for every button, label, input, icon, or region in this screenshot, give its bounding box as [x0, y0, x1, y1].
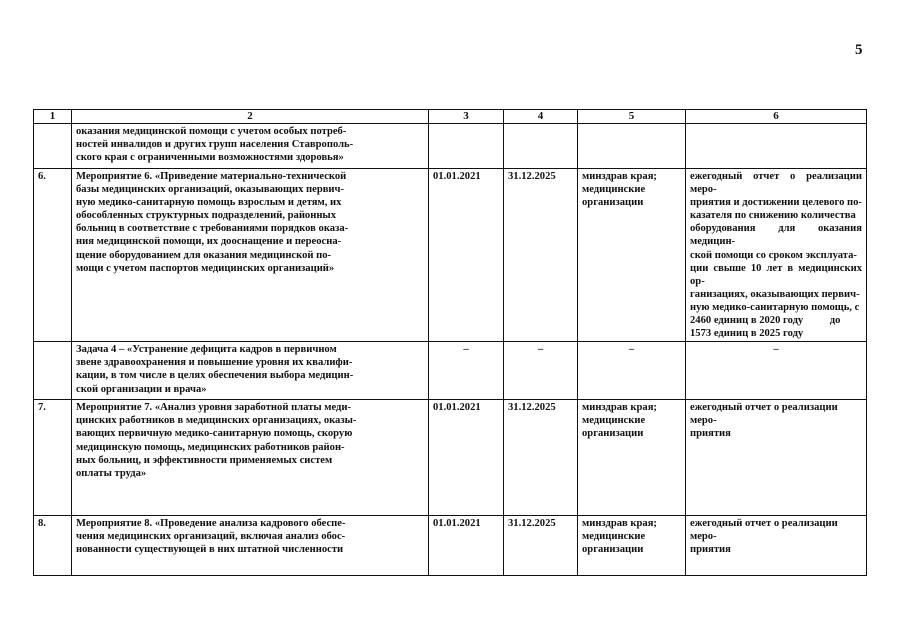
- table-row: [34, 124, 867, 169]
- description-line: больниц в соответствие с требованиями порядков оказа-: [76, 223, 349, 235]
- result: [686, 124, 867, 169]
- description-line: оплаты труда»: [76, 467, 147, 479]
- description-line: обособленных структурных подразделений, районных: [76, 210, 337, 222]
- description-line: кации, в том числе в целях обеспечения выбора медицин-: [76, 370, 354, 382]
- description-line: базы медицинских организаций, оказывающих первич-: [76, 184, 345, 196]
- row-number: 7.: [34, 400, 72, 516]
- table-row: [34, 400, 867, 516]
- executor-line: медицинские: [582, 184, 646, 196]
- description-line: оказания медицинской помощи с учетом особых потреб-: [76, 126, 347, 137]
- description-line: Мероприятие 7. «Анализ уровня заработной платы меди-: [76, 402, 352, 414]
- row-number: 8.: [34, 516, 72, 576]
- executor: [578, 169, 686, 342]
- start-date: –: [429, 342, 504, 400]
- row-number: [34, 124, 72, 169]
- measure-description: [72, 169, 429, 342]
- executor-line: организации: [582, 544, 644, 556]
- start-date: [429, 124, 504, 169]
- description-line: Задача 4 – «Устранение дефицита кадров в первичном: [76, 344, 337, 356]
- column-header: 3: [429, 110, 504, 124]
- result-line: оборудования для оказания медицин-: [690, 223, 862, 248]
- description-line: ского края с ограниченными возможностями здоровья»: [76, 152, 344, 164]
- page-number: 5: [855, 42, 863, 58]
- executor: [578, 516, 686, 576]
- result: [686, 400, 867, 516]
- end-date: –: [504, 342, 578, 400]
- executor-line: минздрав края;: [582, 402, 657, 414]
- end-date: [504, 124, 578, 169]
- description-line: мощи с учетом паспортов медицинских организаций»: [76, 262, 335, 274]
- column-header: 4: [504, 110, 578, 124]
- column-header: 5: [578, 110, 686, 124]
- description-line: нованности существующей в них штатной численности: [76, 544, 344, 556]
- result-line: ежегодный отчет о реализации меро-: [690, 402, 838, 427]
- result-line: 2460 единиц в 2020 году до: [690, 315, 841, 327]
- measure-description: [72, 124, 429, 169]
- result-line: казателя по снижению количества: [690, 210, 856, 222]
- description-line: Мероприятие 8. «Проведение анализа кадрового обеспе-: [76, 518, 346, 530]
- row-number: [34, 342, 72, 400]
- measure-description: [72, 516, 429, 576]
- result: –: [686, 342, 867, 400]
- result-line: ежегодный отчет о реализации меро-: [690, 518, 838, 543]
- executor-line: организации: [582, 428, 644, 440]
- executor: –: [578, 342, 686, 400]
- start-date: 01.01.2021: [429, 169, 504, 342]
- executor-line: минздрав края;: [582, 518, 657, 530]
- executor-line: медицинские: [582, 415, 646, 427]
- executor-line: минздрав края;: [582, 171, 657, 182]
- result-line: приятия: [690, 428, 731, 440]
- description-line: ностей инвалидов и других групп населения Ставрополь-: [76, 139, 354, 151]
- description-line: вающих первичную медико-санитарную помощь, скорую: [76, 428, 353, 440]
- task-description: [72, 342, 429, 400]
- result-line: ской помощи со сроком эксплуата-: [690, 249, 857, 261]
- measure-description: [72, 400, 429, 516]
- end-date: 31.12.2025: [504, 516, 578, 576]
- result-line: ную медико-санитарную помощь, с: [690, 301, 860, 313]
- result: [686, 516, 867, 576]
- result-line: приятия: [690, 544, 731, 556]
- column-header: 1: [34, 110, 72, 124]
- column-header: 2: [72, 110, 429, 124]
- description-line: цинских работников в медицинских организациях, оказы-: [76, 415, 357, 427]
- result-line: ции свыше 10 лет в медицинских ор-: [690, 262, 862, 287]
- end-date: 31.12.2025: [504, 169, 578, 342]
- result-line: приятия и достижении целевого по-: [690, 197, 862, 209]
- description-line: ской организации и врача»: [76, 383, 207, 395]
- column-header: 6: [686, 110, 867, 124]
- description-line: ния медицинской помощи, их дооснащение и переосна-: [76, 236, 342, 248]
- description-line: медицинскую помощь, медицинских работников район-: [76, 441, 345, 453]
- description-line: щение оборудованием для оказания медицинской по-: [76, 249, 332, 261]
- table-row: [34, 342, 867, 400]
- description-line: ную медико-санитарную помощь взрослым и детям, их: [76, 197, 342, 209]
- result-line: 1573 единиц в 2025 году: [690, 328, 804, 340]
- executor-line: организации: [582, 197, 644, 209]
- executor-line: медицинские: [582, 531, 646, 543]
- end-date: 31.12.2025: [504, 400, 578, 516]
- table-row: [34, 516, 867, 576]
- start-date: 01.01.2021: [429, 516, 504, 576]
- description-line: звене здравоохранения и повышение уровня их квалифи-: [76, 357, 353, 369]
- description-line: Мероприятие 6. «Приведение материально-технической: [76, 171, 347, 182]
- description-line: ных больниц, и эффективности применяемых систем: [76, 454, 333, 466]
- result-line: ганизациях, оказывающих первич-: [690, 288, 860, 300]
- row-number: 6.: [34, 169, 72, 342]
- executor: [578, 124, 686, 169]
- result: [686, 169, 867, 342]
- description-line: чения медицинских организаций, включая анализ обос-: [76, 531, 346, 543]
- result-line: ежегодный отчет о реализации меро-: [690, 171, 862, 196]
- start-date: 01.01.2021: [429, 400, 504, 516]
- table-row: [34, 169, 867, 342]
- executor: [578, 400, 686, 516]
- header-row: [34, 110, 867, 124]
- measures-table: [33, 109, 867, 576]
